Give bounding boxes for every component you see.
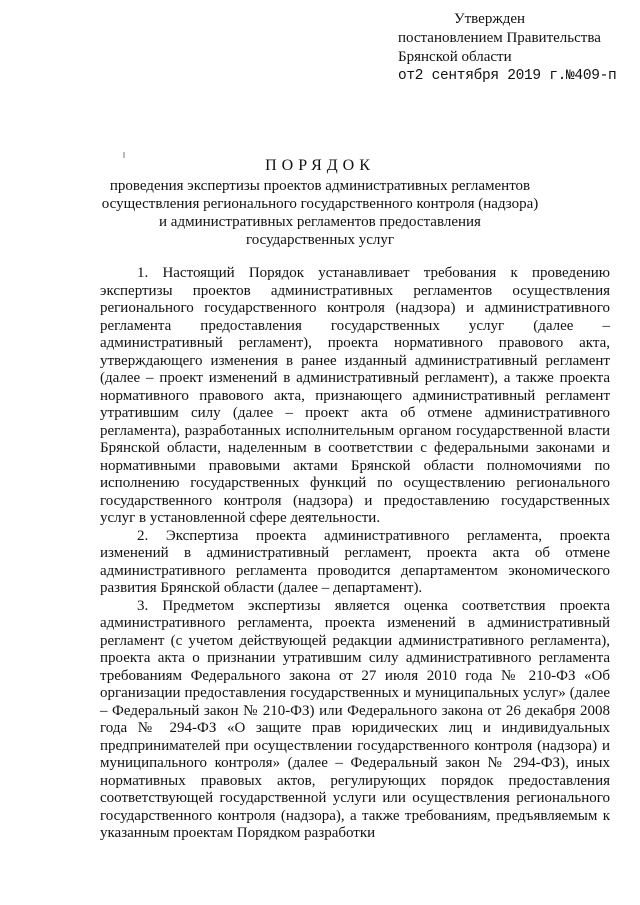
- approval-line-resolution: постановлением Правительства: [398, 30, 601, 46]
- paragraph-3: 3. Предметом экспертизы является оценка соответствия проекта административного регламента, проекта изменений в административный регламент (с учетом действующей редакции административного регламента), проекта акта о признании утратившим силу административного регламента требованиям Федерального закона от 27 июля 2010 года № 210-ФЗ «Об организации предоставления государственных и муниципальных услуг» (далее – Федеральный закон № 210-ФЗ) или Федерального закона от 26 декабря 2008 года № 294-ФЗ «О защите прав юридических лиц и индивидуальных предпринимателей при осуществлении государственного контроля (надзора) и муниципального контроля» (далее – Федеральный закон № 294-ФЗ), иных нормативных правовых актов, регулирующих порядок предоставления соответствующей государственной услуги или осуществления регионального государственного контроля (надзора), а также требованиям, предъявляемым к указанным проектам Порядком разработки: [100, 597, 610, 841]
- approval-stamp: [398, 10, 634, 86]
- subtitle-line: проведения экспертизы проектов административных регламентов: [109, 178, 531, 194]
- document-title: ПОРЯДОК: [265, 157, 375, 174]
- approval-line-region: Брянской области: [398, 49, 512, 65]
- subtitle-line: осуществления регионального государственного контроля (надзора): [101, 196, 539, 212]
- subtitle-line: и административных регламентов предоставления: [159, 214, 481, 230]
- subtitle-line: государственных услуг: [245, 232, 394, 248]
- paragraph-2: 2. Экспертиза проекта административного регламента, проекта изменений в административный регламент, проекта акта об отмене административного регламента проводится департаментом экономического развития Брянской области (далее – департамент).: [100, 527, 610, 596]
- document-subtitle: [60, 177, 580, 249]
- document-body: [100, 265, 610, 843]
- approval-line-approved: Утвержден: [454, 11, 526, 27]
- approval-line-date: от2 сентября 2019 г.№409-п: [398, 68, 617, 84]
- paragraph-1: 1. Настоящий Порядок устанавливает требования к проведению экспертизы проектов административных регламентов осуществления регионального государственного контроля (надзора) и административного регламента предоставления государственных услуг (далее – административный регламент), проекта нормативного правового акта, утверждающего изменения в ранее изданный административный регламент (далее – проект изменений в административный регламент), а также проекта нормативного правового акта, признающего административный регламент утратившим силу (далее – проект акта об отмене административного регламента), разработанных исполнительным органом государственной власти Брянской области, наделенным в соответствии с федеральными законами и нормативными правовыми актами Брянской области полномочиями по исполнению государственных функций по осуществлению регионального государственного контроля (надзора) и предоставлению государственных услуг в установленной сфере деятельности.: [100, 265, 610, 526]
